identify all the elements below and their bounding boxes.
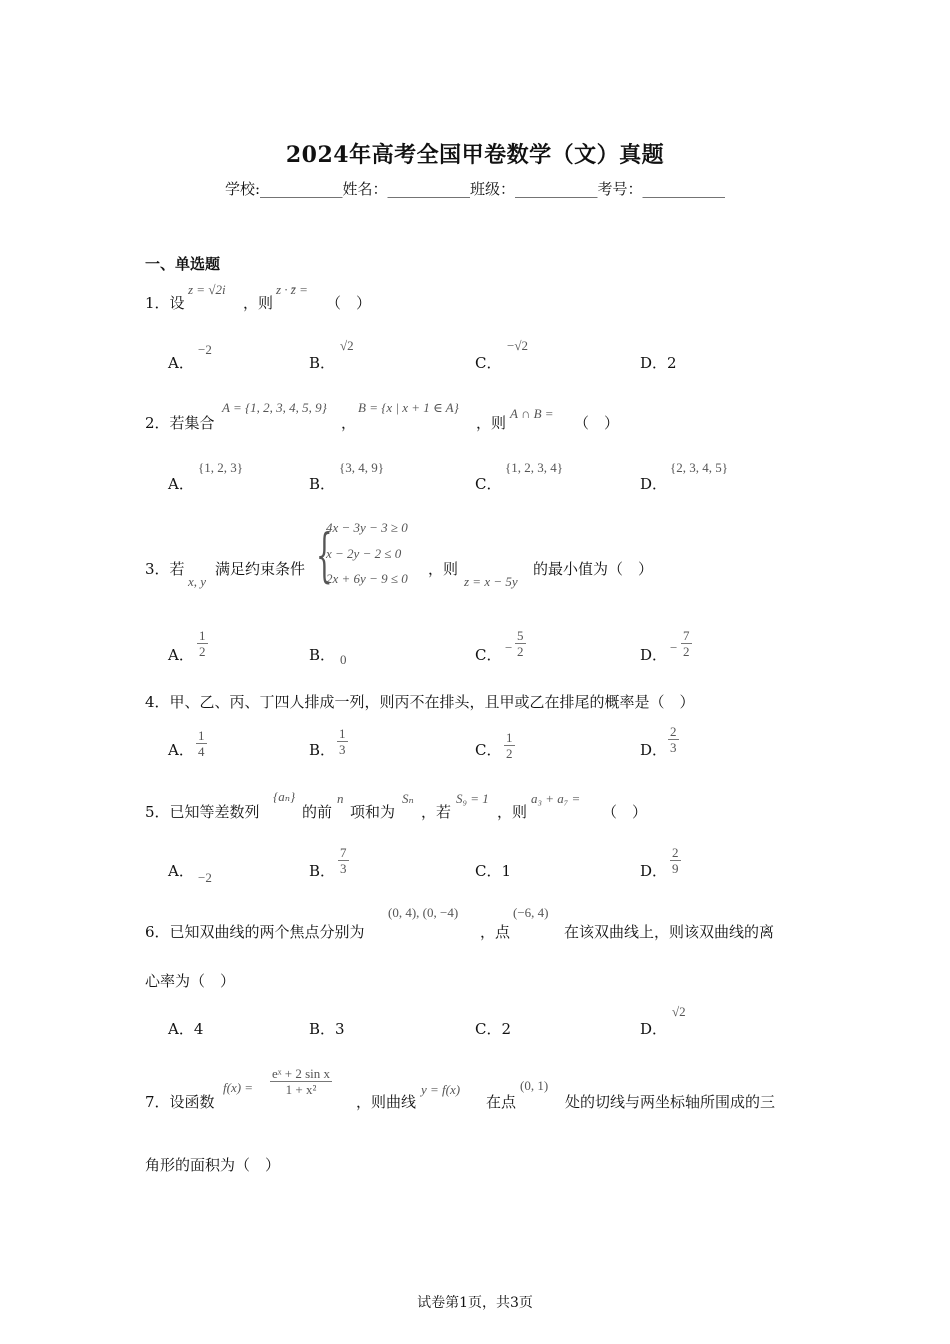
q5-option-b-fraction xyxy=(338,845,349,876)
page-title: 2024年高考全国甲卷数学（文）真题 xyxy=(285,142,665,168)
q1-option-d-label: D．2 xyxy=(640,354,677,372)
q6-option-d-math: √2 xyxy=(672,1004,686,1019)
q6-option-b-label: B．3 xyxy=(309,1020,345,1038)
q7-stem-c: 在点 xyxy=(486,1093,517,1111)
q1-math-1: z = √2i xyxy=(188,282,226,297)
q5-option-b-num: 7 xyxy=(340,845,347,860)
q7-function-num: eˣ + 2 sin x xyxy=(272,1066,331,1081)
q3-stem-a: 3．若 xyxy=(145,560,185,578)
q3-option-a-den: 2 xyxy=(199,644,206,659)
q5-math-2: n xyxy=(337,791,344,806)
q5-math-5: a₃ + a₇ = xyxy=(531,791,581,806)
q4-option-c-fraction xyxy=(504,730,515,761)
q4-option-a-num: 1 xyxy=(198,728,205,743)
q1-option-b-label: B． xyxy=(309,354,336,372)
q5-option-c-label: C．1 xyxy=(475,862,512,880)
q5-option-d-den: 9 xyxy=(672,861,679,876)
q3-option-d-sign: − xyxy=(670,640,678,655)
q2-math-1: A = {1, 2, 3, 4, 5, 9} xyxy=(222,400,327,415)
q7-stem-a: 7．设函数 xyxy=(145,1093,215,1111)
q5-option-d-num: 2 xyxy=(672,845,679,860)
q1-stem-c: （ ） xyxy=(326,294,372,312)
q7-stem-d: 处的切线与两坐标轴所围成的三 xyxy=(565,1093,776,1111)
q4-option-d-den: 3 xyxy=(670,740,677,755)
q7-math-y: y = f(x) xyxy=(421,1082,461,1097)
q3-option-b-label: B． xyxy=(309,646,336,664)
q1-option-a-label: A． xyxy=(168,354,194,372)
q1-stem-b: ，则 xyxy=(243,294,274,312)
q3-math-xy: x, y xyxy=(188,574,207,589)
q2-option-a-math: {1, 2, 3} xyxy=(198,460,243,475)
q3-option-a-fraction xyxy=(197,628,208,659)
q2-math-3: A ∩ B = xyxy=(510,406,554,421)
q4-option-b-num: 1 xyxy=(339,726,346,741)
q3-constraint-3: 2x + 6y − 9 ≤ 0 xyxy=(326,571,408,586)
q4-option-c-label: C． xyxy=(475,741,502,759)
q5-stem-e: ，则 xyxy=(497,803,528,821)
q2-stem-a: 2．若集合 xyxy=(145,414,215,432)
q5-option-a-label: A． xyxy=(168,862,194,880)
q7-math-point: (0, 1) xyxy=(520,1078,549,1093)
q6-option-a-label: A．4 xyxy=(168,1020,204,1038)
q3-option-c-sign: − xyxy=(505,640,513,655)
q2-option-b-math: {3, 4, 9} xyxy=(339,460,384,475)
q5-math-4: S₉ = 1 xyxy=(456,791,489,806)
q4-option-d-label: D． xyxy=(640,741,668,759)
student-info-line: 学校:___________姓名：___________班级：___________考号：___________ xyxy=(224,180,726,198)
q5-math-1: {aₙ} xyxy=(273,789,296,804)
q7-stem-e: 角形的面积为（ ） xyxy=(145,1156,281,1174)
q3-option-a-num: 1 xyxy=(199,628,206,643)
q5-option-b-label: B． xyxy=(309,862,336,880)
q3-stem-d: 的最小值为（ ） xyxy=(533,560,654,578)
q3-option-d-den: 2 xyxy=(683,644,690,659)
q4-stem: 4．甲、乙、丙、丁四人排成一列，则丙不在排头，且甲或乙在排尾的概率是（ ） xyxy=(145,693,695,711)
q4-option-b-label: B． xyxy=(309,741,336,759)
q3-option-b-math: 0 xyxy=(340,652,347,667)
q6-stem-b: ，点 xyxy=(480,923,511,941)
q4-option-d-fraction xyxy=(668,724,679,755)
q2-option-b-label: B． xyxy=(309,475,336,493)
q1-option-a-math: −2 xyxy=(198,342,212,357)
q4-option-c-num: 1 xyxy=(506,730,513,745)
q3-option-c-num: 5 xyxy=(517,628,524,643)
q3-option-c-label: C． xyxy=(475,646,502,664)
q1-option-b-math: √2 xyxy=(340,338,354,353)
q3-option-d-num: 7 xyxy=(683,628,690,643)
q5-option-b-den: 3 xyxy=(340,861,347,876)
q6-option-c-label: C．2 xyxy=(475,1020,512,1038)
q4-option-b-fraction xyxy=(337,726,348,757)
q3-option-a-label: A． xyxy=(168,646,194,664)
q5-math-3: Sₙ xyxy=(402,791,414,806)
q3-option-d-label: D． xyxy=(640,646,668,664)
q2-stem-d: （ ） xyxy=(574,414,620,432)
q6-math-2: (−6, 4) xyxy=(513,905,549,920)
q3-option-d-fraction xyxy=(681,628,692,659)
q6-stem-c: 在该双曲线上，则该双曲线的离 xyxy=(564,923,775,941)
q6-option-d-label: D． xyxy=(640,1020,668,1038)
q4-option-a-den: 4 xyxy=(198,744,205,759)
q2-option-c-math: {1, 2, 3, 4} xyxy=(505,460,563,475)
q5-stem-c: 项和为 xyxy=(350,803,396,821)
q2-stem-b: ， xyxy=(341,414,357,432)
q3-constraint-1: 4x − 3y − 3 ≥ 0 xyxy=(326,520,408,535)
q5-option-a-math: −2 xyxy=(198,870,212,885)
q4-option-c-den: 2 xyxy=(506,746,513,761)
q5-option-d-fraction xyxy=(670,845,681,876)
q3-brace: { xyxy=(316,521,333,589)
q5-stem-f: （ ） xyxy=(602,803,648,821)
q3-constraint-2: x − 2y − 2 ≤ 0 xyxy=(326,546,402,561)
q7-stem-b: ，则曲线 xyxy=(356,1093,417,1111)
q1-option-c-label: C． xyxy=(475,354,502,372)
q4-option-a-fraction xyxy=(196,728,207,759)
q6-stem-a: 6．已知双曲线的两个焦点分别为 xyxy=(145,923,365,941)
q5-stem-d: ，若 xyxy=(421,803,452,821)
q2-option-a-label: A． xyxy=(168,475,194,493)
q3-option-c-den: 2 xyxy=(517,644,524,659)
q2-stem-c: ，则 xyxy=(476,414,507,432)
q7-math-fx: f(x) = xyxy=(223,1080,254,1095)
q7-function-den: 1 + x² xyxy=(285,1082,317,1097)
q6-math-1: (0, 4), (0, −4) xyxy=(388,905,459,920)
q4-option-b-den: 3 xyxy=(339,742,346,757)
q5-stem-b: 的前 xyxy=(302,803,333,821)
q2-option-d-math: {2, 3, 4, 5} xyxy=(670,460,728,475)
q2-option-d-label: D． xyxy=(640,475,668,493)
q1-option-c-math: −√2 xyxy=(507,338,528,353)
q6-stem-d: 心率为（ ） xyxy=(145,972,236,990)
q2-option-c-label: C． xyxy=(475,475,502,493)
q4-option-d-num: 2 xyxy=(670,724,677,739)
q3-stem-b: 满足约束条件 xyxy=(215,560,306,578)
section-heading: 一、单选题 xyxy=(145,255,221,273)
q1-stem-a: 1．设 xyxy=(145,294,185,312)
q3-math-z: z = x − 5y xyxy=(464,574,518,589)
q3-stem-c: ，则 xyxy=(428,560,459,578)
q3-option-c-fraction xyxy=(515,628,526,659)
q5-stem-a: 5．已知等差数列 xyxy=(145,803,260,821)
q1-math-2: z · z̄ = xyxy=(276,282,308,297)
page-footer: 试卷第1页，共3页 xyxy=(417,1295,533,1311)
q7-function-fraction xyxy=(270,1066,332,1097)
q2-math-2: B = {x | x + 1 ∈ A} xyxy=(358,400,459,415)
q4-option-a-label: A． xyxy=(168,741,194,759)
q5-option-d-label: D． xyxy=(640,862,668,880)
